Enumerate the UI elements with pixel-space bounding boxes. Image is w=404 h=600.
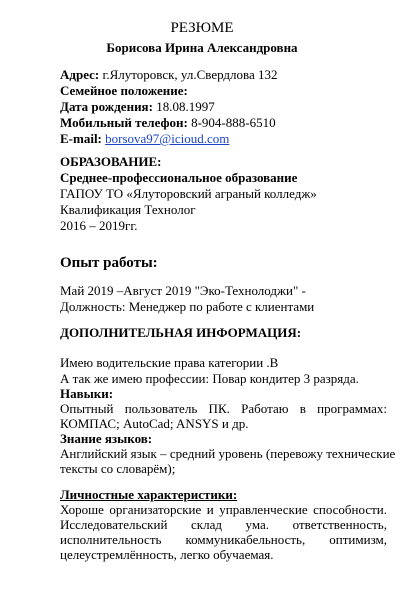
traits-line-4: целеустремлённость, легко обучаемая. — [60, 547, 274, 562]
birth-date-label: Дата рождения: — [60, 99, 153, 114]
email-label: E-mail: — [60, 131, 102, 146]
education-institution: ГАПОУ ТО «Ялуторовский аграный колледж» — [60, 186, 317, 201]
address-label: Адрес: — [60, 67, 100, 82]
languages-line-1: Английский язык – средний уровень (перевожу технические — [60, 446, 396, 461]
email-link[interactable]: borsova97@icioud.com — [105, 131, 230, 146]
phone-line — [60, 115, 276, 130]
traits-line-1: Хороше организаторские и управленческие способности. — [60, 502, 387, 517]
birth-date-value: 18.08.1997 — [156, 99, 215, 114]
address-line — [60, 67, 278, 82]
page-title: РЕЗЮМЕ — [170, 20, 234, 36]
education-years: 2016 – 2019гг. — [60, 218, 138, 233]
traits-heading: Личностные характеристики: — [60, 487, 238, 502]
experience-position: Должность: Менеджер по работе с клиентами — [60, 299, 315, 314]
phone-value: 8-904-888-6510 — [191, 115, 276, 130]
address-value: г.Ялуторовск, ул.Свердлова 132 — [102, 67, 278, 82]
skills-line-1: Опытный пользователь ПК. Работаю в программах: — [60, 401, 387, 416]
skills-line-2: КОМПАС; AutoCad; ANSYS и др. — [60, 416, 249, 431]
education-qualification: Квалификация Технолог — [60, 202, 196, 217]
education-heading: ОБРАЗОВАНИЕ: — [60, 154, 162, 169]
email-line — [60, 131, 229, 146]
traits-line-2: Исследовательский склад ума. ответственность, — [60, 517, 387, 532]
extra-profession: А так же имею профессии: Повар кондитер 3 разряда. — [60, 371, 359, 386]
traits-line-3: исполнительность коммуникабельность, оптимизм, — [60, 532, 387, 547]
experience-heading: Опыт работы: — [60, 255, 158, 271]
skills-heading: Навыки: — [60, 386, 114, 401]
driver-license: Имею водительские права категории .В — [60, 355, 279, 370]
languages-line-2: тексты со словарём); — [60, 461, 176, 476]
education-level: Среднее-профессиональное образование — [60, 170, 298, 185]
experience-period: Май 2019 –Август 2019 "Эко-Технолоджи" - — [60, 283, 306, 298]
family-status-label: Семейное положение: — [60, 83, 188, 98]
phone-label: Мобильный телефон: — [60, 115, 188, 130]
person-name: Борисова Ирина Александровна — [106, 40, 298, 55]
birth-date-line — [60, 99, 215, 114]
additional-heading: ДОПОЛНИТЕЛЬНАЯ ИНФОРМАЦИЯ: — [60, 325, 302, 340]
languages-heading: Знание языков: — [60, 431, 153, 446]
